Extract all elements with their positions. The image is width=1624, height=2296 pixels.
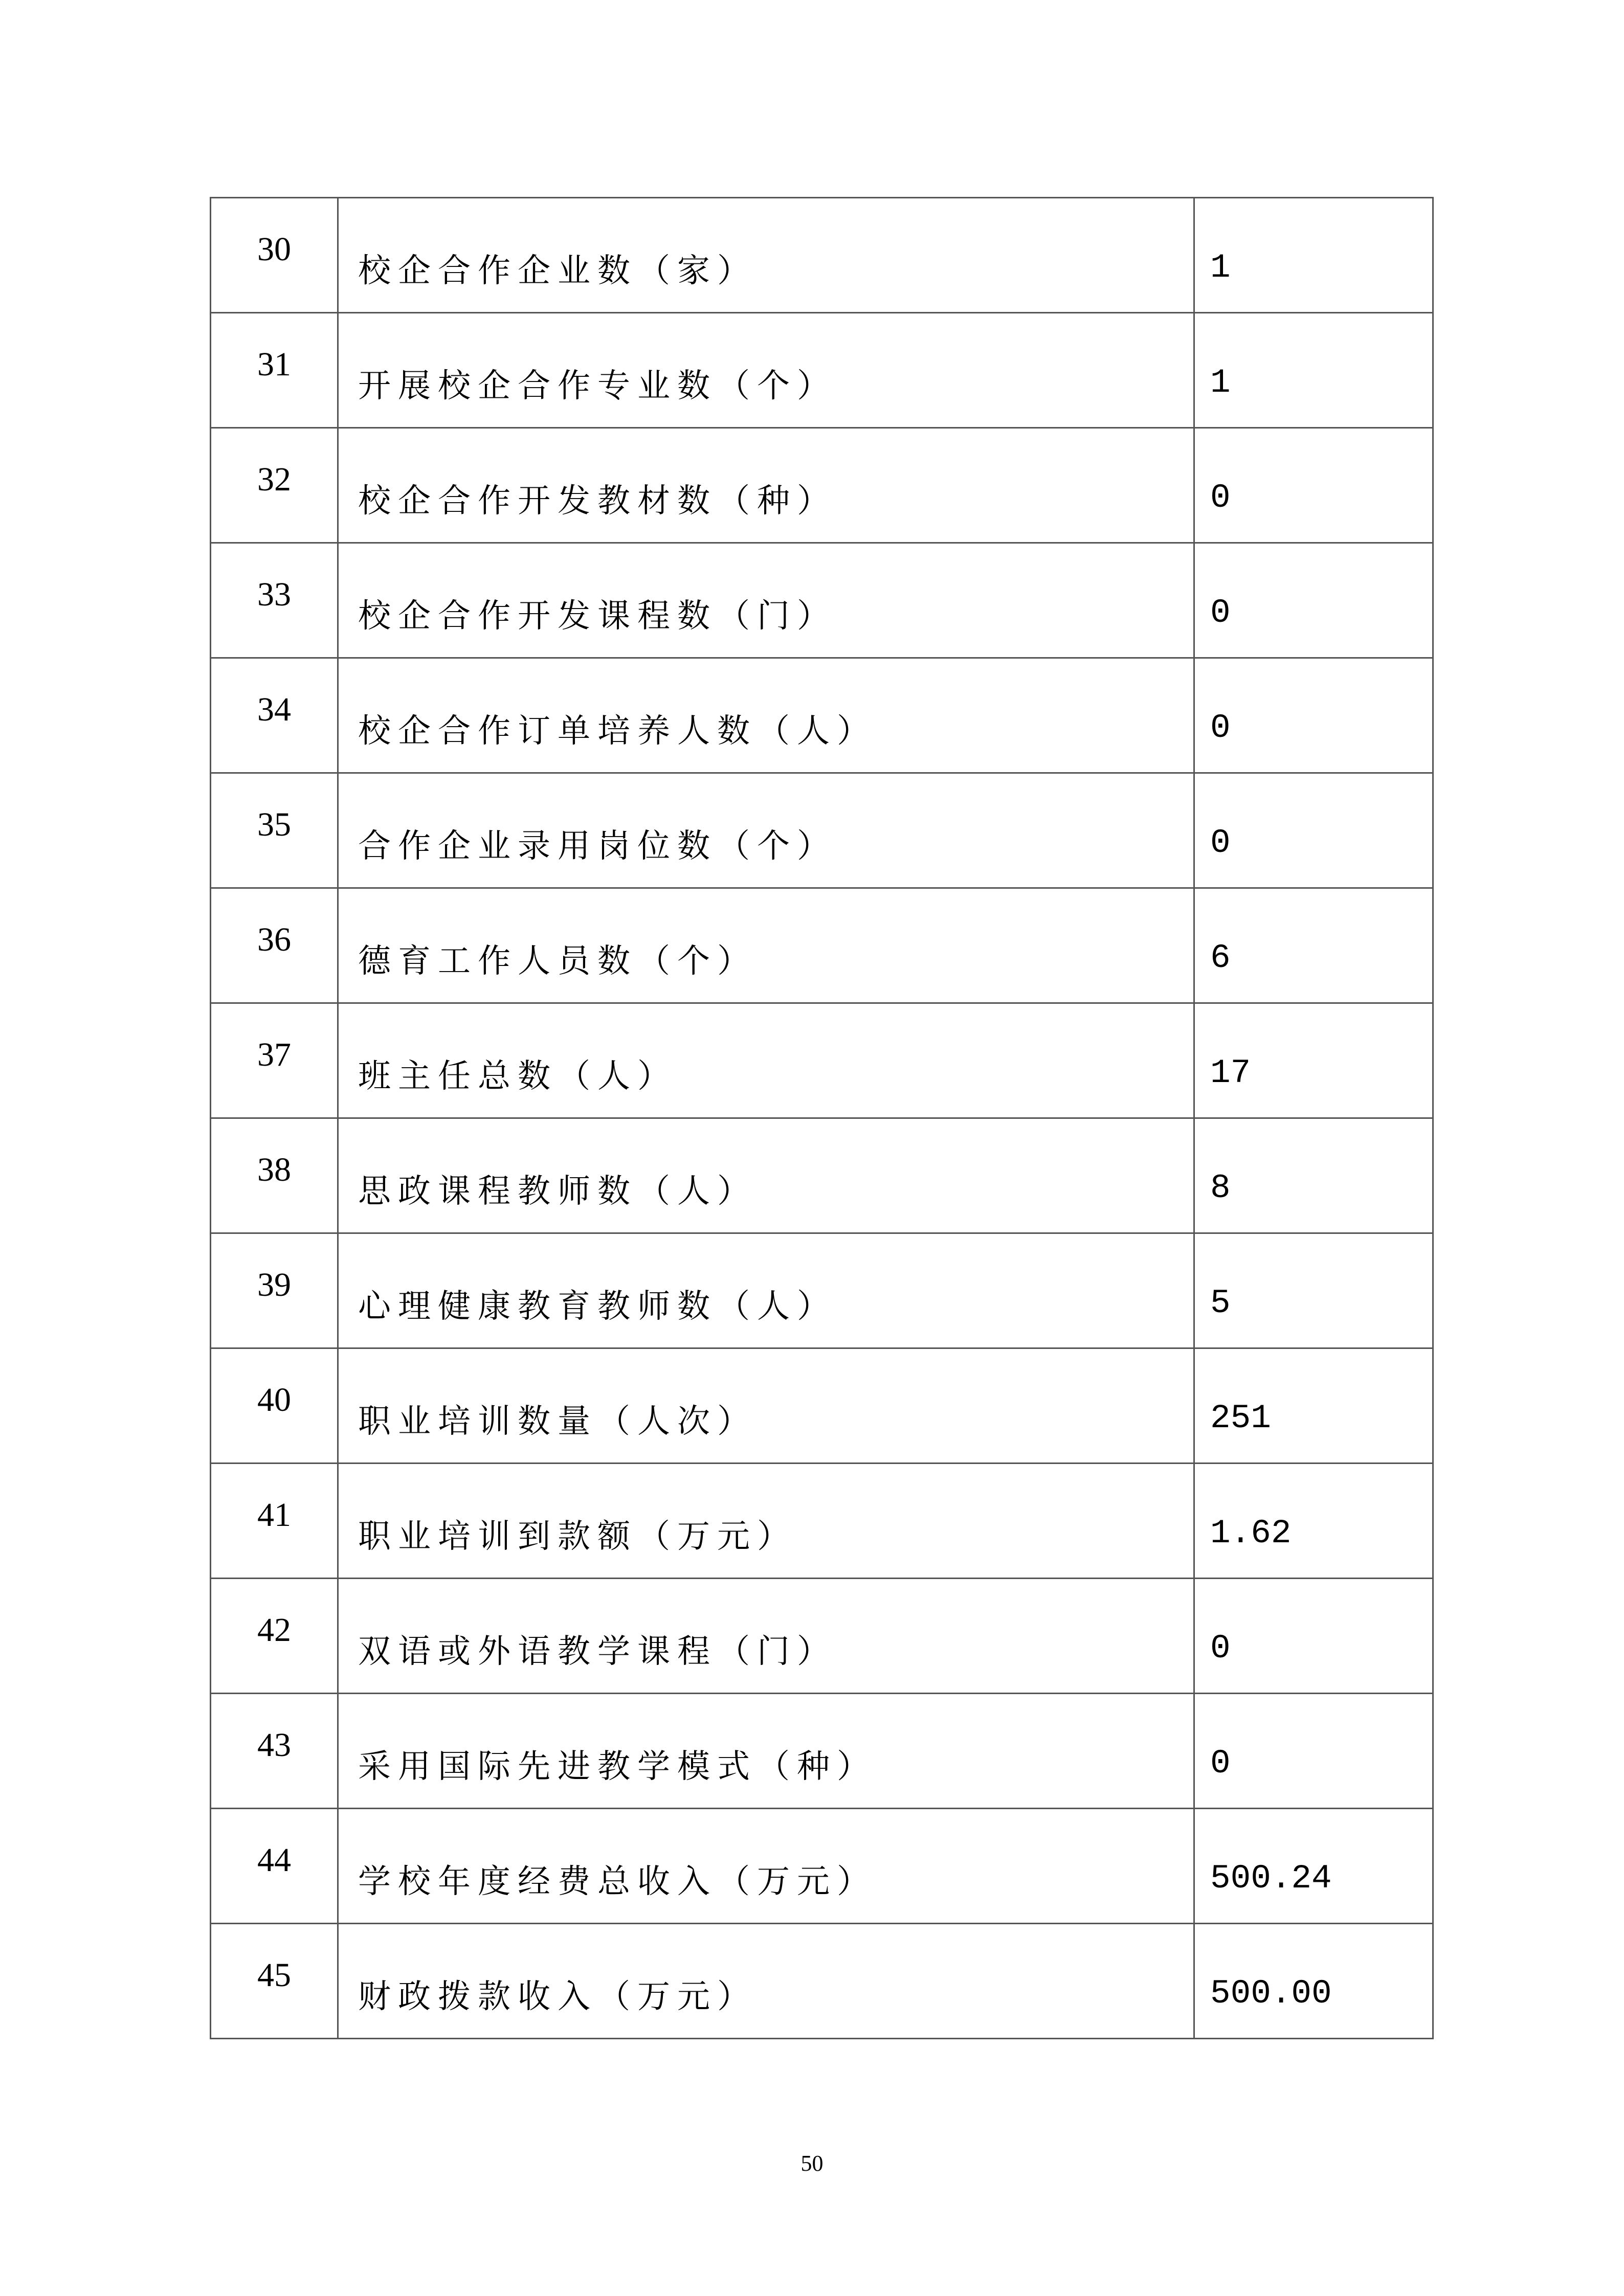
item-value: 8 bbox=[1210, 1169, 1231, 1207]
value-cell bbox=[1194, 313, 1433, 428]
item-cell bbox=[338, 1233, 1194, 1348]
data-table bbox=[210, 197, 1434, 2039]
row-number: 36 bbox=[257, 921, 291, 958]
item-label: 财政拨款收入（万元） bbox=[358, 1978, 757, 2016]
item-cell bbox=[338, 1464, 1194, 1579]
item-label: 校企合作企业数（家） bbox=[358, 252, 757, 290]
row-number-cell bbox=[211, 888, 338, 1003]
table-row bbox=[211, 1348, 1433, 1464]
item-cell bbox=[338, 1924, 1194, 2039]
item-label: 德育工作人员数（个） bbox=[358, 942, 757, 980]
row-number-cell bbox=[211, 773, 338, 888]
item-cell bbox=[338, 1003, 1194, 1118]
row-number: 41 bbox=[257, 1496, 291, 1534]
value-cell bbox=[1194, 1233, 1433, 1348]
row-number: 45 bbox=[257, 1956, 291, 1994]
value-cell bbox=[1194, 198, 1433, 313]
page-number: 50 bbox=[800, 2151, 824, 2176]
table-row bbox=[211, 888, 1433, 1003]
item-label: 采用国际先进教学模式（种） bbox=[358, 1748, 877, 1786]
item-value: 6 bbox=[1210, 939, 1231, 977]
item-cell bbox=[338, 1694, 1194, 1809]
value-cell bbox=[1194, 1464, 1433, 1579]
table-row bbox=[211, 543, 1433, 658]
value-cell bbox=[1194, 428, 1433, 543]
item-cell bbox=[338, 658, 1194, 773]
table-row bbox=[211, 1233, 1433, 1348]
table-row bbox=[211, 1694, 1433, 1809]
value-cell bbox=[1194, 1348, 1433, 1464]
row-number-cell bbox=[211, 1464, 338, 1579]
item-value: 1.62 bbox=[1210, 1514, 1292, 1552]
row-number-cell bbox=[211, 1348, 338, 1464]
row-number-cell bbox=[211, 1579, 338, 1694]
row-number-cell bbox=[211, 198, 338, 313]
item-label: 双语或外语教学课程（门） bbox=[358, 1633, 837, 1671]
value-cell bbox=[1194, 888, 1433, 1003]
value-cell bbox=[1194, 773, 1433, 888]
value-cell bbox=[1194, 1809, 1433, 1924]
item-value: 0 bbox=[1210, 1629, 1231, 1668]
row-number: 31 bbox=[257, 346, 291, 383]
item-label: 合作企业录用岗位数（个） bbox=[358, 827, 837, 865]
item-value: 500.00 bbox=[1210, 1974, 1332, 2013]
item-label: 开展校企合作专业数（个） bbox=[358, 367, 837, 405]
row-number: 44 bbox=[257, 1841, 291, 1879]
item-value: 0 bbox=[1210, 479, 1231, 517]
row-number: 37 bbox=[257, 1036, 291, 1073]
item-label: 班主任总数（人） bbox=[358, 1057, 677, 1095]
table-row bbox=[211, 1464, 1433, 1579]
table-row bbox=[211, 658, 1433, 773]
row-number: 32 bbox=[257, 461, 291, 498]
row-number: 38 bbox=[257, 1151, 291, 1188]
item-value: 1 bbox=[1210, 249, 1231, 287]
item-value: 17 bbox=[1210, 1054, 1251, 1092]
item-cell bbox=[338, 1348, 1194, 1464]
item-label: 校企合作开发教材数（种） bbox=[358, 482, 837, 520]
item-label: 校企合作开发课程数（门） bbox=[358, 597, 837, 635]
item-label: 心理健康教育教师数（人） bbox=[358, 1288, 837, 1325]
item-label: 职业培训数量（人次） bbox=[358, 1403, 757, 1440]
row-number: 35 bbox=[257, 806, 291, 843]
table-row bbox=[211, 1003, 1433, 1118]
row-number: 43 bbox=[257, 1726, 291, 1764]
item-value: 0 bbox=[1210, 824, 1231, 862]
row-number-cell bbox=[211, 658, 338, 773]
item-cell bbox=[338, 428, 1194, 543]
value-cell bbox=[1194, 1003, 1433, 1118]
row-number-cell bbox=[211, 1233, 338, 1348]
row-number: 39 bbox=[257, 1266, 291, 1303]
row-number: 40 bbox=[257, 1381, 291, 1419]
value-cell bbox=[1194, 1694, 1433, 1809]
item-value: 500.24 bbox=[1210, 1859, 1332, 1898]
row-number: 33 bbox=[257, 576, 291, 613]
item-label: 职业培训到款额（万元） bbox=[358, 1518, 797, 1556]
value-cell bbox=[1194, 1579, 1433, 1694]
item-label: 校企合作订单培养人数（人） bbox=[358, 712, 877, 750]
row-number-cell bbox=[211, 313, 338, 428]
row-number-cell bbox=[211, 1118, 338, 1233]
row-number-cell bbox=[211, 1003, 338, 1118]
table-row bbox=[211, 313, 1433, 428]
item-value: 251 bbox=[1210, 1399, 1271, 1437]
row-number-cell bbox=[211, 1809, 338, 1924]
item-cell bbox=[338, 198, 1194, 313]
item-cell bbox=[338, 1118, 1194, 1233]
value-cell bbox=[1194, 543, 1433, 658]
row-number-cell bbox=[211, 1924, 338, 2039]
item-cell bbox=[338, 1809, 1194, 1924]
table-row bbox=[211, 428, 1433, 543]
item-value: 0 bbox=[1210, 1744, 1231, 1783]
item-cell bbox=[338, 888, 1194, 1003]
item-value: 0 bbox=[1210, 594, 1231, 632]
table-row bbox=[211, 1924, 1433, 2039]
item-label: 学校年度经费总收入（万元） bbox=[358, 1863, 877, 1901]
item-cell bbox=[338, 313, 1194, 428]
item-value: 0 bbox=[1210, 709, 1231, 747]
row-number: 30 bbox=[257, 231, 291, 268]
item-cell bbox=[338, 543, 1194, 658]
table-row bbox=[211, 773, 1433, 888]
item-value: 1 bbox=[1210, 364, 1231, 402]
item-label: 思政课程教师数（人） bbox=[358, 1173, 757, 1210]
item-cell bbox=[338, 773, 1194, 888]
row-number: 42 bbox=[257, 1611, 291, 1649]
value-cell bbox=[1194, 1118, 1433, 1233]
table-row bbox=[211, 1118, 1433, 1233]
row-number-cell bbox=[211, 1694, 338, 1809]
row-number-cell bbox=[211, 543, 338, 658]
item-value: 5 bbox=[1210, 1284, 1231, 1322]
row-number: 34 bbox=[257, 691, 291, 728]
table-row bbox=[211, 1579, 1433, 1694]
table-row bbox=[211, 1809, 1433, 1924]
item-cell bbox=[338, 1579, 1194, 1694]
table-row bbox=[211, 198, 1433, 313]
row-number-cell bbox=[211, 428, 338, 543]
value-cell bbox=[1194, 1924, 1433, 2039]
value-cell bbox=[1194, 658, 1433, 773]
